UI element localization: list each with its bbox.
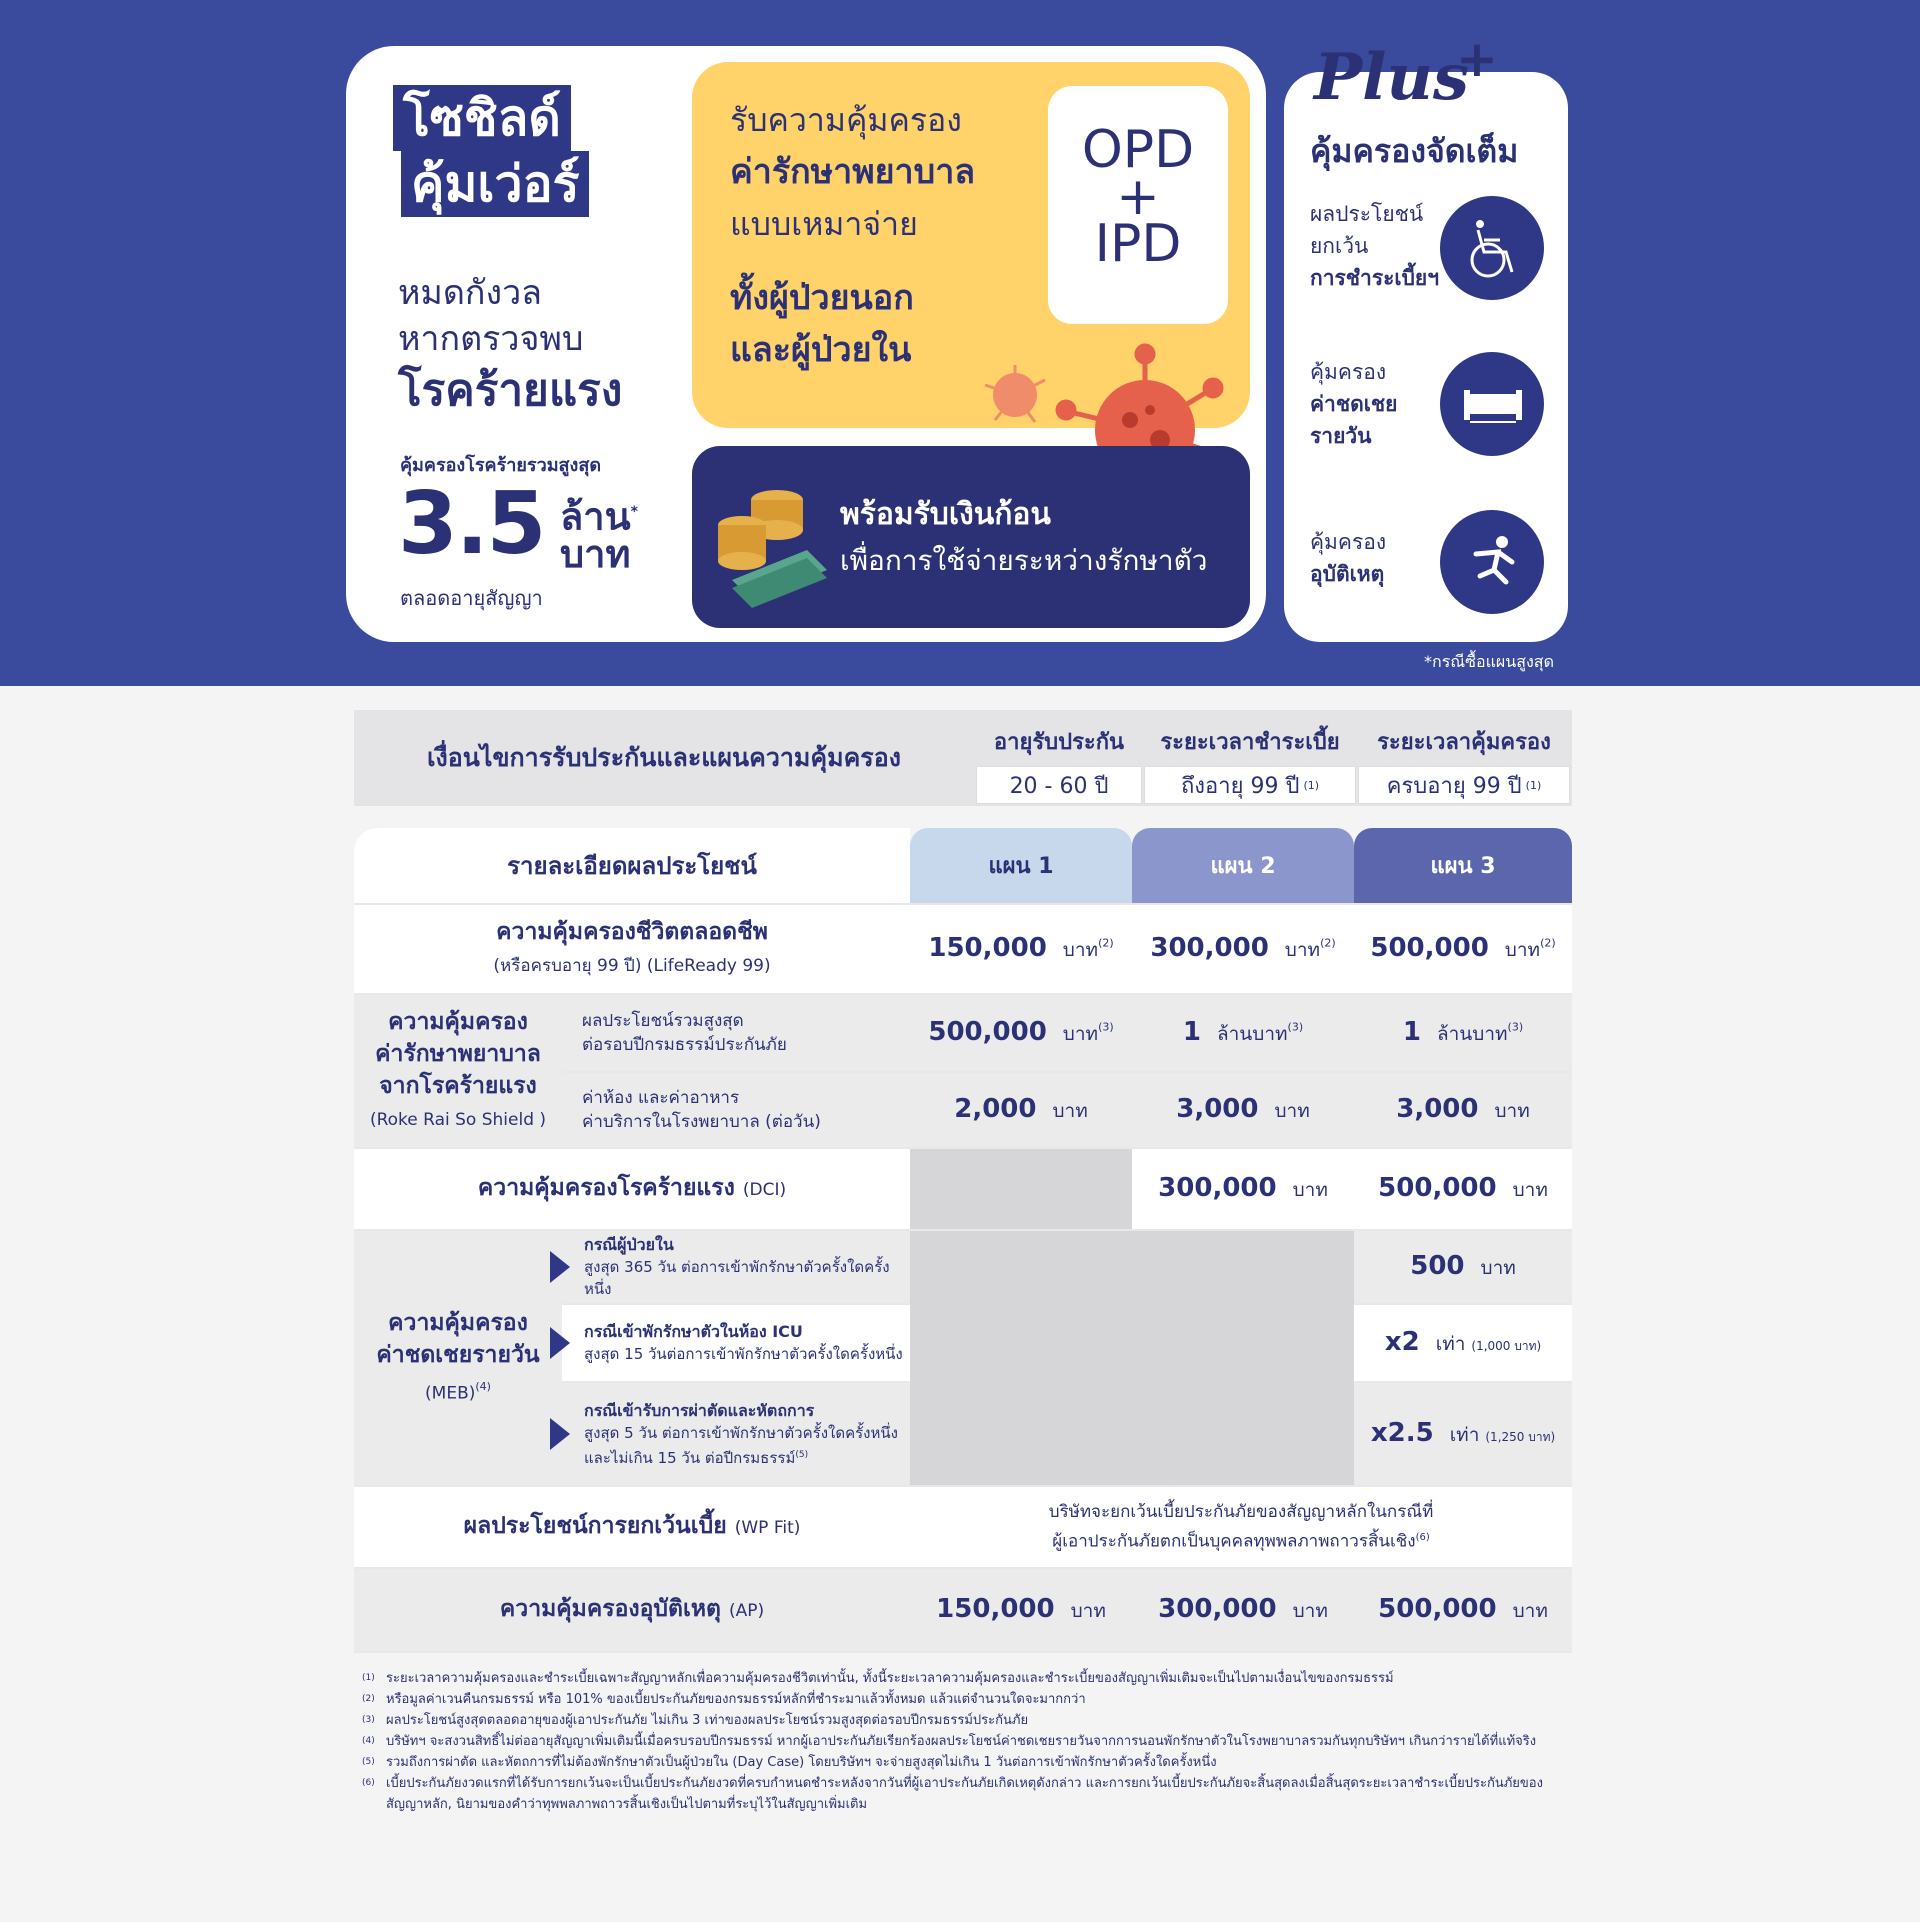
meb-inpatient-plan-3: 500 บาท [1354, 1230, 1572, 1304]
room-board-label: ค่าห้อง และค่าอาหาร ค่าบริการในโรงพยาบาล (ต่อวัน) [562, 1072, 910, 1148]
max-cover-unit: ล้าน* [560, 494, 638, 539]
ap-plan-3: 500,000 บาท [1354, 1568, 1572, 1652]
room-board-plan-1: 2,000 บาท [910, 1072, 1132, 1148]
plus-cross-icon: + [1456, 30, 1498, 88]
max-cover-amount: 3.5 [398, 474, 545, 574]
meb-surgery-label: กรณีเข้ารับการผ่าตัดและหัตถการ สูงสุด 5 วัน ต่อการเข้าพักรักษาตัวครั้งใดครั้งหนึ่ง และไม่เกิน 15 วัน ต่อปีกรมธรรม์$^{(5)}$ [562, 1382, 910, 1486]
dci-plan-3: 500,000 บาท [1354, 1148, 1572, 1230]
opd-ipd-text: รับความคุ้มครอง ค่ารักษาพยาบาล แบบเหมาจ่าย ทั้งผู้ป่วยนอก และผู้ป่วยใน [730, 101, 976, 370]
disclaimer: *กรณีซื้อแผนสูงสุด [1424, 652, 1554, 671]
plan-3-header: แผน 3 [1354, 828, 1572, 904]
meb-icu-label: กรณีเข้าพักรักษาตัวในห้อง ICU สูงสุด 15 วันต่อการเข้าพักรักษาตัวครั้งใดครั้งหนึ่ง [562, 1304, 910, 1382]
age-value: 20 - 60 ปี [976, 766, 1142, 804]
accident-fall-icon [1440, 510, 1544, 614]
dci-plan-2: 300,000 บาท [1132, 1148, 1354, 1230]
wp-description: บริษัทจะยกเว้นเบี้ยประกันภัยของสัญญาหลักในกรณีที่ ผู้เอาประกันภัยตกเป็นบุคคลทุพพลภาพถาวรสิ้นเชิง$^{(6)}$ [910, 1486, 1572, 1568]
dci-label: ความคุ้มครองโรคร้ายแรง (DCI) [354, 1148, 910, 1230]
tagline: หมดกังวล หากตรวจพบ โรคร้ายแรง [398, 273, 623, 416]
dci-plan-1-empty [910, 1148, 1132, 1230]
max-cover-duration: ตลอดอายุสัญญา [400, 586, 543, 610]
benefit-table [354, 828, 1572, 1653]
coverage-period-header: ระยะเวลาคุ้มครอง [1358, 716, 1570, 766]
brand-logo: โซชิลด์ คุ้มเว่อร์ [393, 85, 589, 217]
life-plan-2: 300,000 บาท$^{(2)}$ [1132, 904, 1354, 994]
opd-ipd-badge: OPD + IPD [1048, 86, 1228, 324]
wheelchair-icon [1440, 196, 1544, 300]
arrow-icon [550, 1418, 570, 1450]
arrow-icon [550, 1327, 570, 1359]
wp-label: ผลประโยชน์การยกเว้นเบี้ย (WP Fit) [354, 1486, 910, 1568]
plus-subtitle: คุ้มครองจัดเต็ม [1310, 132, 1519, 170]
max-benefit-label: ผลประโยชน์รวมสูงสุด ต่อรอบปีกรมธรรม์ประกันภัย [562, 994, 910, 1072]
ap-plan-2: 300,000 บาท [1132, 1568, 1354, 1652]
medical-cover-label: ความคุ้มครอง ค่ารักษาพยาบาล จากโรคร้ายแรง (Roke Rai So Shield ) [354, 994, 562, 1148]
life-plan-1: 150,000 บาท$^{(2)}$ [910, 904, 1132, 994]
max-cover-unit-baht: บาท [560, 532, 631, 576]
conditions-title: เงื่อนไขการรับประกันและแผนความคุ้มครอง [427, 743, 901, 772]
max-benefit-plan-1: 500,000 บาท$^{(3)}$ [910, 994, 1132, 1072]
feature-waiver: ผลประโยชน์ ยกเว้น การชำระเบี้ยฯ [1310, 202, 1439, 290]
payment-period-value: ถึงอายุ 99 ปี (1) [1144, 766, 1356, 804]
ap-label: ความคุ้มครองอุบัติเหตุ (AP) [354, 1568, 910, 1652]
life-plan-3: 500,000 บาท$^{(2)}$ [1354, 904, 1572, 994]
meb-icu-plan-3: x2 เท่า (1,000 บาท) [1354, 1304, 1572, 1382]
plan-1-header: แผน 1 [910, 828, 1132, 904]
lump-sum-text: พร้อมรับเงินก้อน เพื่อการใช้จ่ายระหว่างรักษาตัว [840, 497, 1208, 577]
plan-2-header: แผน 2 [1132, 828, 1354, 904]
arrow-icon [550, 1251, 570, 1283]
meb-inpatient-label: กรณีผู้ป่วยใน สูงสุด 365 วัน ต่อการเข้าพักรักษาตัวครั้งใดครั้งหนึ่ง [562, 1230, 910, 1304]
ap-plan-1: 150,000 บาท [910, 1568, 1132, 1652]
room-board-plan-3: 3,000 บาท [1354, 1072, 1572, 1148]
max-benefit-plan-3: 1 ล้านบาท$^{(3)}$ [1354, 994, 1572, 1072]
feature-accident: คุ้มครอง อุบัติเหตุ [1310, 530, 1387, 586]
coverage-period-value: ครบอายุ 99 ปี (1) [1358, 766, 1570, 804]
max-cover-label: คุ้มครองโรคร้ายรวมสูงสุด [400, 455, 602, 476]
money-coins-icon [712, 470, 832, 610]
room-board-plan-2: 3,000 บาท [1132, 1072, 1354, 1148]
meb-plan-1-2-empty [910, 1230, 1354, 1486]
feature-daily-comp: คุ้มครอง ค่าชดเชย รายวัน [1310, 360, 1398, 448]
hospital-bed-icon [1440, 352, 1544, 456]
meb-label: ความคุ้มครอง ค่าชดเชยรายวัน (MEB)$^{(4)}$ [354, 1230, 562, 1486]
age-header: อายุรับประกัน [976, 716, 1142, 766]
footnotes: (1) ระยะเวลาความคุ้มครองและชำระเบี้ยเฉพาะสัญญาหลักเพื่อความคุ้มครองชีวิตเท่านั้น, ทั้งนี้ระยะเวลาความคุ้มครองและชำระเบี้ยของสัญญาเพิ่มเติมจะเป็นไปตามเงื่อนไขของกรมธรรม์ (2) หรือมูลค่าเวนคืนกรมธรรม์ หรือ 101% ของเบี้ยประกันภัยของกรมธรรม์หลักที่ชำระมาแล้วทั้งหมด แล้วแต่จำนวนใดจะมากกว่า (3) ผลประโยชน์สูงสุดตลอดอายุของผู้เอาประกันภัย ไม่เกิน 3 เท่าของผลประโยชน์รวมสูงสุดต่อรอบปีกรมธรรม์ประกันภัย (4) บริษัทฯ จะสงวนสิทธิ์ไม่ต่ออายุสัญญาเพิ่มเติมนี้เมื่อครบรอบปีกรมธรรม์ หากผู้เอาประกันภัยเรียกร้องผลประโยชน์ค่าชดเชยรายวันจากการนอนพักรักษาตัวในโรงพยาบาลรวมกันทุกบริษัทฯ เกินกว่ารายได้ที่แท้จริง (5) รวมถึงการผ่าตัด และหัตถการที่ไม่ต้องพักรักษาตัวเป็นผู้ป่วยใน (Day Case) โดยบริษัทฯ จะจ่ายสูงสุดไม่เกิน 1 วันต่อการเข้าพักรักษาตัวครั้งใดครั้งหนึ่ง (6) เบี้ยประกันภัยงวดแรกที่ได้รับการยกเว้นจะเป็นเบี้ยประกันภัยงวดที่ครบกำหนดชำระหลังจากวันที่ผู้เอาประกันภัยเกิดเหตุดังกล่าว และการยกเว้นเบี้ยประกันภัยจะสิ้นสุดลงเมื่อสิ้นสุดระยะเวลาชำระเบี้ยประกันภัยของสัญญาหลัก, นิยามของคำว่าทุพพลภาพถาวรสิ้นเชิงเป็นไปตามที่ระบุไว้ในสัญญาเพิ่มเติม [362, 1671, 1543, 1812]
max-benefit-plan-2: 1 ล้านบาท$^{(3)}$ [1132, 994, 1354, 1072]
payment-period-header: ระยะเวลาชำระเบี้ย [1144, 716, 1356, 766]
plus-logo: Plus [1314, 40, 1469, 115]
life-cover-label: ความคุ้มครองชีวิตตลอดชีพ (หรือครบอายุ 99 ปี) (LifeReady 99) [354, 904, 910, 994]
benefit-header: รายละเอียดผลประโยชน์ [354, 828, 910, 904]
meb-surgery-plan-3: x2.5 เท่า (1,250 บาท) [1354, 1382, 1572, 1486]
